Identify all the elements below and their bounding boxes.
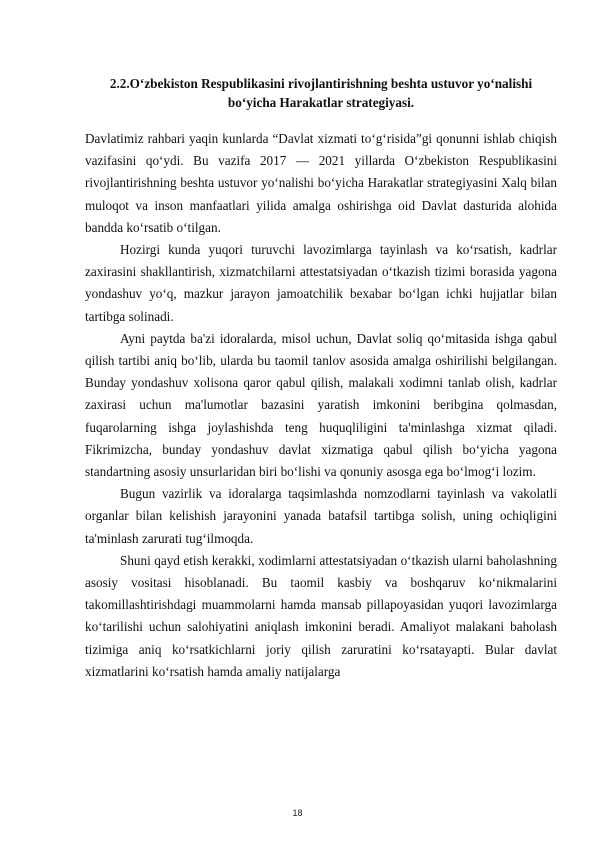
section-heading-line-2: bo‘yicha Harakatlar strategiyasi. (227, 95, 415, 110)
paragraph-4: Bugun vazirlik va idoralarga taqsimlashda nomzodlarni tayinlash va vakolatli organlar bilan kelishish jarayonini yanada batafsil tartibga solish, uning ochiqligini ta'minlash zarurati tug‘ilmoqda. (85, 486, 557, 546)
document-page (85, 74, 557, 683)
section-heading-line-1: 2.2.O‘zbekiston Respublikasini rivojlantirishning beshta ustuvor yo‘nalishi (109, 76, 533, 91)
paragraph-3: Ayni paytda ba'zi idoralarda, misol uchun, Davlat soliq qo‘mitasida ishga qabul qilish tartibi aniq bo‘lib, ularda bu taomil tanlov asosida amalga oshirilishi belgilangan. Bunday yondashuv xolisona qaror qabul qilish, malakali xodimni tanlab olish, kadrlar zaxirasi uchun ma'lumotlar bazasini yaratish imkonini beribgina qolmasdan, fuqarolarning ishga joylashishda teng huquqliligini ta'minlashga xizmat qiladi. Fikrimizcha, bunday yondashuv davlat xizmatiga qabul qilish bo‘yicha yagona standartning asosiy unsurlaridan biri bo‘lishi va qonuniy asosga ega bo‘lmog‘i lozim. (85, 330, 557, 480)
section-heading (85, 74, 557, 112)
paragraph-1: Davlatimiz rahbari yaqin kunlarda “Davlat xizmati to‘g‘risida”gi qonunni ishlab chiqish vazifasini qo‘ydi. Bu vazifa 2017 — 2021 yillarda O‘zbekiston Respublikasini rivojlantirishning beshta ustuvor yo‘nalishi bo‘yicha Harakatlar strategiyasini Xalq bilan muloqot va inson manfaatlari yilida amalga oshirishga oid Davlat dasturida alohida bandda ko‘rsatib o‘tilgan. (85, 131, 557, 235)
page-number: 18 (292, 808, 303, 818)
paragraph-5: Shuni qayd etish kerakki, xodimlarni attestatsiyadan o‘tkazish ularni baholashning asosiy vositasi hisoblanadi. Bu taomil kasbiy va boshqaruv ko‘nikmalarini takomillashtirishdagi muammolarni hamda mansab pillapoyasidan yuqori lavozimlarga ko‘tarilishi uchun salohiyatini aniqlash imkonini beradi. Amaliyot malakani baholash tizimiga aniq ko‘rsatkichlarni joriy qilish zaruratini ko‘rsatayapti. Bular davlat xizmatlarini ko‘rsatish hamda amaliy natijalarga (85, 552, 557, 679)
paragraph-2: Hozirgi kunda yuqori turuvchi lavozimlarga tayinlash va ko‘rsatish, kadrlar zaxirasini shakllantirish, xizmatchilarni attestatsiyadan o‘tkazish tizimi borasida yagona yondashuv yo‘q, mazkur jarayon jamoatchilik bexabar bo‘lgan ichki hujjatlar bilan tartibga solinadi. (85, 242, 557, 324)
